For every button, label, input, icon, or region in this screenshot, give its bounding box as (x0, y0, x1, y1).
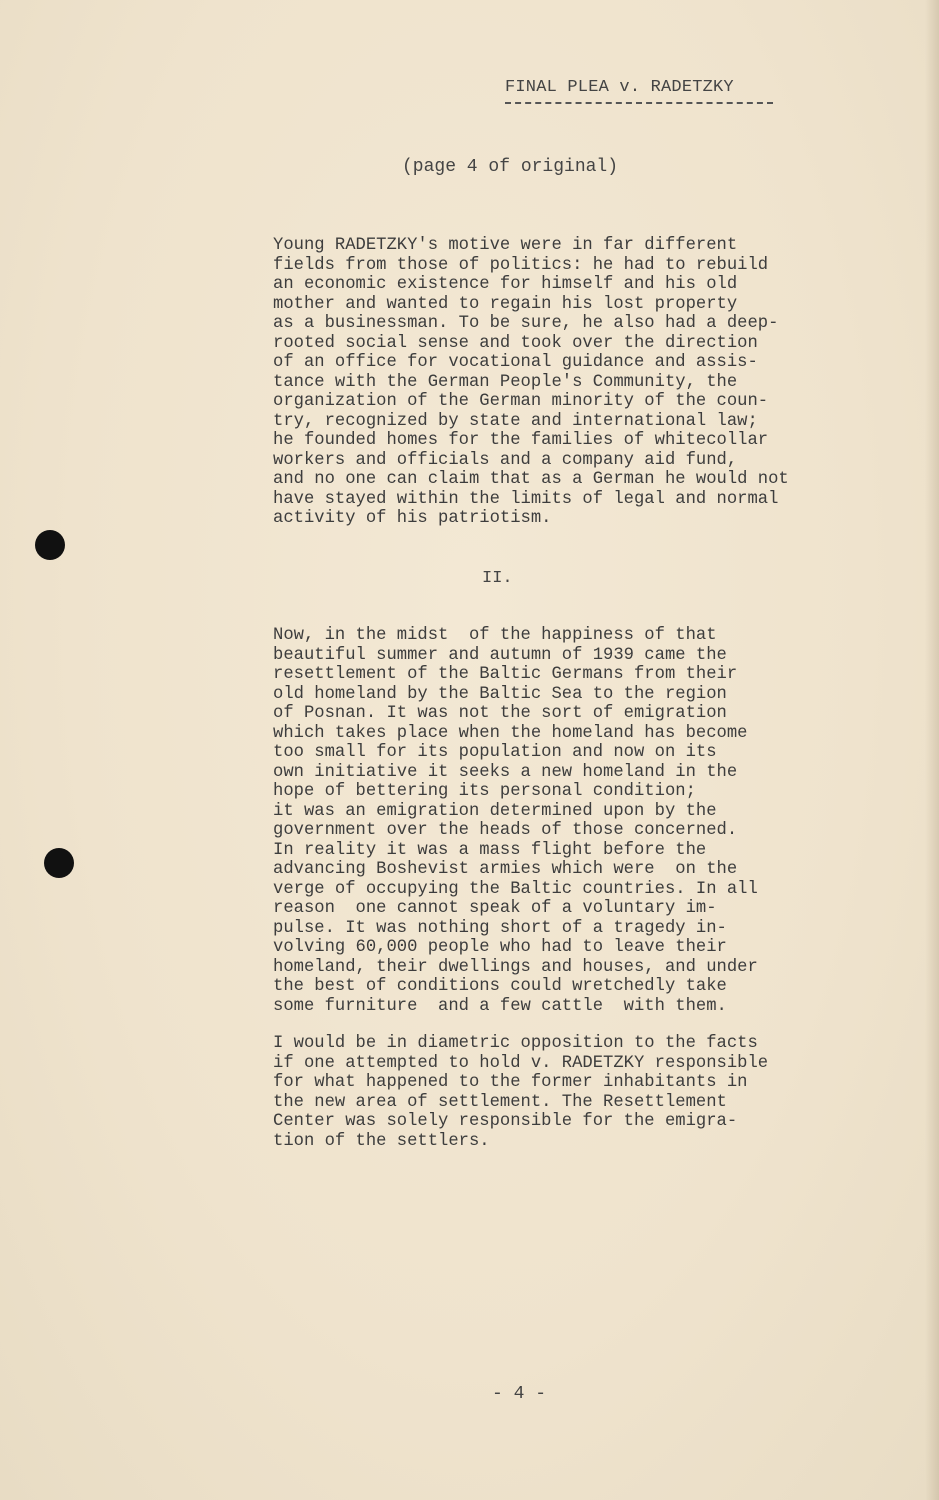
title-underline (505, 102, 773, 104)
page-number: - 4 - (492, 1384, 547, 1404)
paragraph-responsibility: I would be in diametric opposition to the facts if one attempted to hold v. RADETZKY responsible for what happened to the former inhabitants in the new area of settlement. The Resettlement Center was solely responsible for the emigra- tion of the settlers. (273, 1034, 769, 1151)
punch-hole (35, 530, 65, 560)
page-edge-shadow (925, 0, 939, 1500)
paragraph-resettlement: Now, in the midst of the happiness of that beautiful summer and autumn of 1939 came the resettlement of the Baltic Germans from their old homeland by the Baltic Sea to the region of Posnan. It was not the sort of emigration which takes place when the homeland has become too small for its population and now on its own initiative it seeks a new homeland in the hope of bettering its personal condition; it was an emigration determined upon by the government over the heads of those concerned. In reality it was a mass flight before the advancing Boshevist armies which were on the verge of occupying the Baltic countries. In all reason one cannot speak of a voluntary im- pulse. It was nothing short of a tragedy in- volving 60,000 people who had to leave their homeland, their dwellings and houses, and under the best of conditions could wretchedly take some furniture and a few cattle with them. (273, 626, 758, 1016)
punch-hole (44, 848, 74, 878)
original-page-reference: (page 4 of original) (402, 157, 619, 177)
section-heading: II. (482, 569, 513, 588)
paragraph-motive: Young RADETZKY's motive were in far different fields from those of politics: he had to rebuild an economic existence for himself and his old mother and wanted to regain his lost property as a businessman. To be sure, he also had a deep- rooted social sense and took over the direction of an office for vocational guidance and assis- tance with the German People's Community, the organization of the German minority of the coun- try, recognized by state and international law; he founded homes for the families of whitecollar workers and officials and a company aid fund, and no one can claim that as a German he would not have stayed within the limits of legal and normal activity of his patriotism. (273, 236, 789, 528)
document-title: FINAL PLEA v. RADETZKY (505, 78, 734, 97)
